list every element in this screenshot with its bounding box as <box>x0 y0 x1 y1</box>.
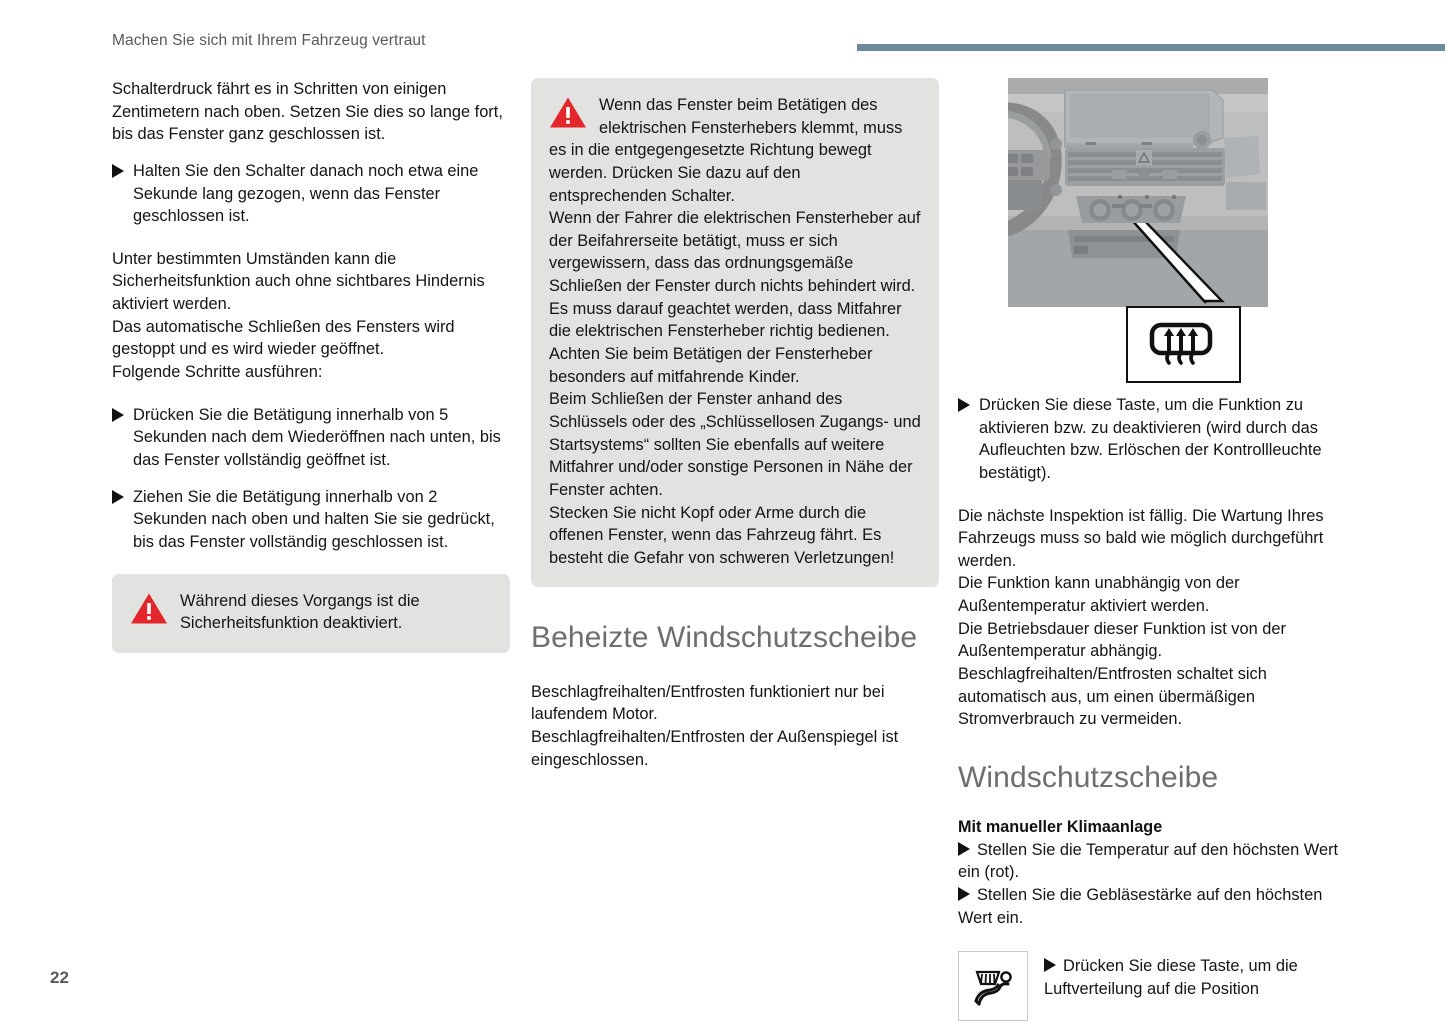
paragraph-continuation: Schalterdruck fährt es in Schritten von einigen Zentimetern nach oben. Setzen Sie dies so lange fort, bis das Fenster ganz geschlossen ist. <box>112 80 503 144</box>
paragraph: Die Funktion kann unabhängig von der Außentemperatur aktiviert werden. <box>958 574 1240 616</box>
spacer <box>112 146 510 160</box>
list-item <box>112 486 510 554</box>
dashboard-photo <box>1008 78 1268 307</box>
callout-box <box>1126 306 1241 383</box>
spacer <box>112 228 510 248</box>
list-item <box>958 884 1358 929</box>
warning-triangle-icon <box>549 96 587 129</box>
paragraph: Beschlagfreihalten/Entfrosten der Außenspiegel ist eingeschlossen. <box>531 728 899 769</box>
spacer <box>531 587 939 617</box>
triangle-bullet-icon <box>112 408 124 422</box>
windshield-defrost-icon <box>1144 319 1224 371</box>
header-rule <box>857 44 1445 51</box>
list-item-text: Halten Sie den Schalter danach noch etwa eine Sekunde lang gezogen, wenn das Fenster geschlossen ist. <box>133 161 479 226</box>
column-one <box>112 78 510 653</box>
spacer <box>112 554 510 574</box>
dashboard-figure <box>958 78 1268 378</box>
warning-paragraph-4: Achten Sie beim Betätigen der Fensterheber besonders auf mitfahrende Kinder. <box>549 345 873 386</box>
list-item <box>958 839 1358 884</box>
paragraph: Beschlagfreihalten/Entfrosten funktioniert nur bei laufendem Motor. <box>531 682 885 724</box>
page-header-title: Machen Sie sich mit Ihrem Fahrzeug vertraut <box>112 32 426 49</box>
warning-notice-text: Während dieses Vorgangs ist die Sicherheitsfunktion deaktiviert. <box>180 591 420 633</box>
column-two <box>531 78 939 771</box>
warning-paragraph-3: Es muss darauf geachtet werden, dass Mitfahrer die elektrischen Fensterheber richtig bedienen. <box>549 299 902 341</box>
section-heading-beheizte-windschutzscheibe: Beheizte Windschutzscheibe <box>531 621 918 655</box>
warning-notice-box <box>112 574 510 653</box>
list-item <box>112 404 510 472</box>
air-distribution-text <box>1044 951 1358 1000</box>
triangle-bullet-icon <box>112 490 124 504</box>
warning-triangle-icon <box>130 592 168 625</box>
paragraph: Die nächste Inspektion ist fällig. Die Wartung Ihres Fahrzeugs muss so bald wie möglich durchgeführt werden. <box>958 506 1324 570</box>
warning-paragraph-6: Stecken Sie nicht Kopf oder Arme durch die offenen Fenster, wenn das Fahrzeug fährt. Es besteht die Gefahr von schweren Verletzungen! <box>549 503 895 567</box>
page-header <box>0 0 1445 60</box>
spacer <box>112 472 510 486</box>
page-number: 22 <box>50 968 69 987</box>
triangle-bullet-icon <box>112 164 124 178</box>
triangle-bullet-icon <box>958 842 970 856</box>
warning-notice-box <box>531 78 939 587</box>
column-three <box>958 78 1358 1021</box>
paragraph: Das automatische Schließen des Fensters wird gestoppt und es wird wieder geöffnet. <box>112 317 455 359</box>
warning-paragraph-1: Wenn das Fenster beim Betätigen des elektrischen Fensterhebers klemmt, muss es in die entgegengesetzte Richtung bewegt werden. Drücken Sie dazu auf den entsprechenden Schalter. <box>549 96 903 205</box>
paragraph: Die Betriebsdauer dieser Funktion ist von der Außentemperatur abhängig. <box>958 619 1286 661</box>
spacer <box>958 798 1358 816</box>
list-item-text: Stellen Sie die Temperatur auf den höchsten Wert ein (rot). <box>958 840 1339 882</box>
paragraph: Beschlagfreihalten/Entfrosten schaltet sich automatisch aus, um einen übermäßigen Stromverbrauch zu vermeiden. <box>958 665 1267 729</box>
spacer <box>958 485 1358 505</box>
triangle-bullet-icon <box>958 887 970 901</box>
spacer <box>958 731 1358 757</box>
air-distribution-paragraph: Drücken Sie diese Taste, um die Luftverteilung auf die Position <box>1044 957 1298 998</box>
list-item-text: Drücken Sie diese Taste, um die Funktion zu aktivieren bzw. zu deaktivieren (wird durch das Aufleuchten bzw. Erlöschen der Kontrollleuchte bestätigt). <box>979 396 1322 482</box>
triangle-bullet-icon <box>958 398 970 412</box>
air-distribution-instruction <box>958 951 1358 1021</box>
list-item <box>112 160 510 228</box>
triangle-bullet-icon <box>1044 958 1056 972</box>
spacer <box>958 929 1358 951</box>
subheading-manuelle-klimaanlage: Mit manueller Klimaanlage <box>958 818 1163 837</box>
warning-paragraph-5: Beim Schließen der Fenster anhand des Schlüssels oder des „Schlüssellosen Zugangs- und Startsystems“ sollten Sie ebenfalls auf weitere Mitfahrer und/oder sonstige Personen in Nähe der Fenster achten. <box>549 390 921 499</box>
windshield-air-distribution-icon <box>958 951 1028 1021</box>
list-item-text: Ziehen Sie die Betätigung innerhalb von 2 Sekunden nach oben und halten Sie sie gedrückt, bis das Fenster vollständig geschlossen ist. <box>133 487 495 551</box>
paragraph: Unter bestimmten Umständen kann die Sicherheitsfunktion auch ohne sichtbares Hindernis aktiviert werden. <box>112 249 485 314</box>
list-item <box>958 394 1358 485</box>
section-heading-windschutzscheibe: Windschutzscheibe <box>958 760 1219 794</box>
list-item-text: Drücken Sie die Betätigung innerhalb von 5 Sekunden nach dem Wiederöffnen nach unten, bis das Fenster vollständig geöffnet ist. <box>133 405 501 469</box>
list-item-text: Stellen Sie die Gebläsestärke auf den höchsten Wert ein. <box>958 886 1323 927</box>
paragraph: Folgende Schritte ausführen: <box>112 363 323 382</box>
spacer <box>112 384 510 404</box>
warning-paragraph-2: Wenn der Fahrer die elektrischen Fensterheber auf der Beifahrerseite betätigt, muss er sich vergewissern, dass das ordnungsgemäße Schließen der Fenster durch nichts behindert wird. <box>549 209 921 296</box>
spacer <box>531 659 939 681</box>
